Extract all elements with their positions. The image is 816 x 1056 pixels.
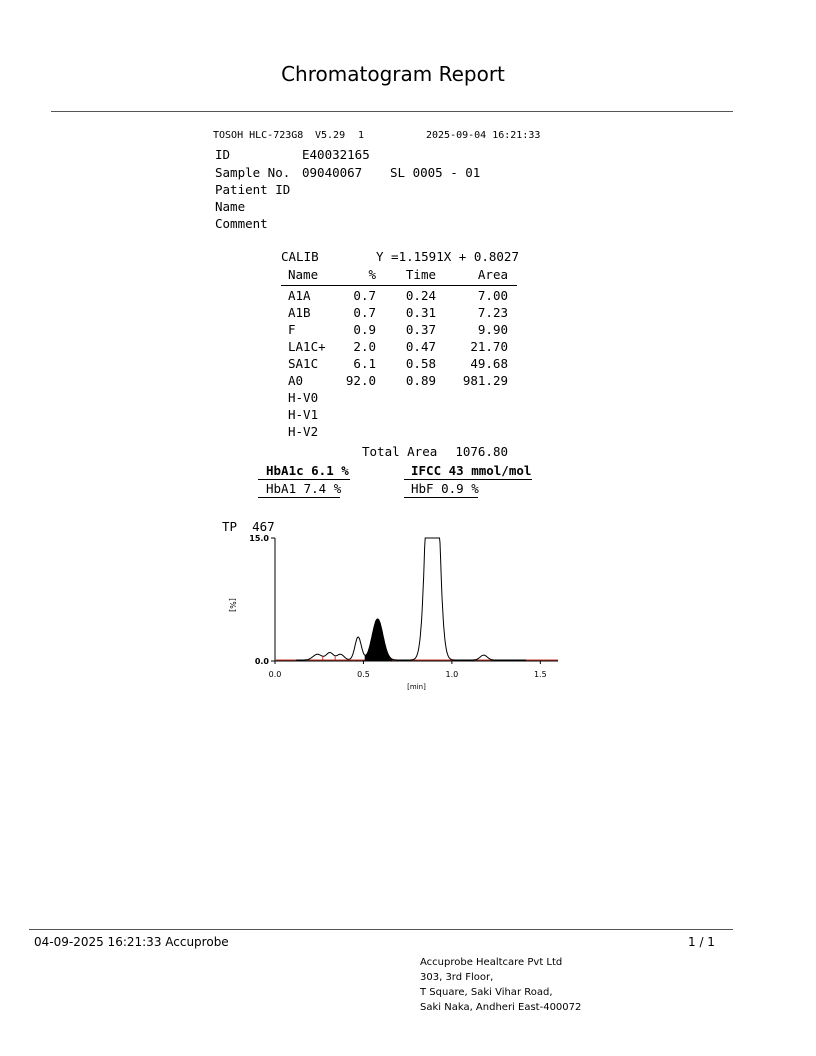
report-title: Chromatogram Report	[281, 62, 505, 86]
peak-area: 7.23	[477, 305, 508, 320]
peak-area: 21.70	[470, 339, 508, 354]
total-area-value: 1076.80	[455, 444, 508, 459]
total-area-label: Total Area	[362, 444, 438, 459]
company-address	[420, 955, 581, 1015]
peak-name: LA1C+	[288, 339, 326, 354]
peak-percent: 0.7	[353, 305, 376, 320]
id-value: E40032165	[302, 147, 370, 162]
x-tick-label: 0.0	[268, 670, 282, 679]
comment-label: Comment	[215, 216, 268, 231]
peak-time: 0.58	[405, 356, 436, 371]
address-line: Accuprobe Healtcare Pvt Ltd	[420, 957, 563, 968]
peak-percent: 0.9	[353, 322, 376, 337]
y-tick-label: 0.0	[254, 657, 269, 666]
x-tick-label: 1.5	[533, 670, 547, 679]
page-number: 1 / 1	[688, 935, 715, 949]
sl-value: SL 0005 - 01	[390, 165, 481, 180]
hba1-result: HbA1 7.4 %	[266, 481, 342, 496]
hbf-result: HbF 0.9 %	[411, 481, 479, 496]
hbf-underline	[404, 497, 478, 498]
tp-label: TP 467	[222, 519, 275, 534]
peak-time: 0.31	[405, 305, 436, 320]
address-line: 303, 3rd Floor,	[420, 972, 494, 983]
hba1c-underline	[258, 479, 350, 480]
footer-datetime-user: 04-09-2025 16:21:33 Accuprobe	[34, 935, 229, 949]
peak-percent: 2.0	[353, 339, 376, 354]
peak-area: 981.29	[462, 373, 508, 388]
table-header-rule	[281, 285, 517, 286]
peak-time: 0.37	[405, 322, 436, 337]
peak-percent: 6.1	[353, 356, 376, 371]
peak-name: A1A	[288, 288, 311, 303]
patient-id-label: Patient ID	[215, 182, 291, 197]
peak-area: 9.90	[477, 322, 508, 337]
hba1-underline	[258, 497, 340, 498]
peak-time: 0.89	[405, 373, 436, 388]
peak-name: A1B	[288, 305, 311, 320]
peak-name: SA1C	[288, 356, 319, 371]
peak-time: 0.24	[405, 288, 436, 303]
y-tick-label: 15.0	[249, 534, 269, 543]
x-tick-label: 0.5	[357, 670, 370, 679]
header-divider	[51, 111, 733, 112]
footer-divider	[29, 929, 733, 930]
sample-no-label: Sample No.	[215, 165, 291, 180]
instrument-unit: 1	[358, 130, 365, 141]
y-axis-label: [%]	[228, 598, 237, 612]
peak-percent: 0.7	[353, 288, 376, 303]
peak-name: A0	[288, 373, 304, 388]
hba1c-result: HbA1c 6.1 %	[266, 463, 349, 478]
chromatogram-chart	[200, 530, 580, 700]
peak-name: H-V1	[288, 407, 319, 422]
sa1c-filled-peak	[365, 619, 392, 660]
calib-label: CALIB	[281, 249, 319, 264]
col-header-pct: %	[368, 267, 376, 282]
calib-equation: Y =1.1591X + 0.8027	[376, 249, 519, 264]
peak-area: 7.00	[477, 288, 508, 303]
sample-no-value: 09040067	[302, 165, 363, 180]
instrument-model: TOSOH HLC-723G8	[213, 130, 304, 141]
peak-name: F	[288, 322, 296, 337]
address-line: T Square, Saki Vihar Road,	[420, 987, 553, 998]
peak-name: H-V0	[288, 390, 319, 405]
peak-name: H-V2	[288, 424, 319, 439]
col-header-time: Time	[405, 267, 436, 282]
x-tick-label: 1.0	[445, 670, 459, 679]
col-header-area: Area	[477, 267, 508, 282]
instrument-datetime: 2025-09-04 16:21:33	[426, 130, 541, 141]
signal-trace	[296, 538, 526, 660]
col-header-name: Name	[288, 267, 319, 282]
id-label: ID	[215, 147, 231, 162]
ifcc-result: IFCC 43 mmol/mol	[411, 463, 532, 478]
peak-percent: 92.0	[345, 373, 376, 388]
ifcc-underline	[404, 479, 532, 480]
peak-area: 49.68	[470, 356, 508, 371]
name-label: Name	[215, 199, 246, 214]
address-line: Saki Naka, Andheri East-400072	[420, 1002, 582, 1013]
x-axis-label: [min]	[407, 683, 426, 691]
instrument-version: V5.29	[315, 130, 346, 141]
peak-time: 0.47	[405, 339, 436, 354]
